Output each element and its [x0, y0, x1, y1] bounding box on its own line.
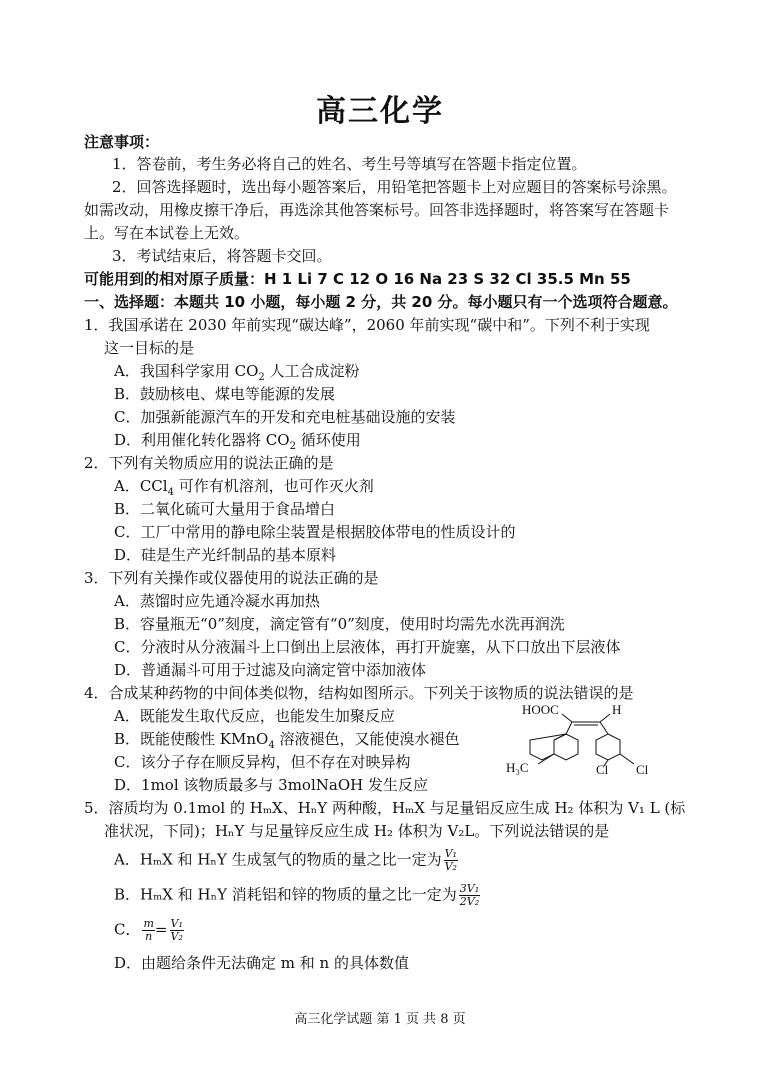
q1-option-d: D．利用催化转化器将 $CO_2$ 循环使用	[114, 431, 361, 452]
page-title: 高三化学	[316, 94, 444, 129]
q2-option-b: B．二氧化硫可大量用于食品增白	[114, 500, 336, 518]
notice-heading: 注意事项：	[84, 133, 160, 151]
q2-option-c: C．工厂中常用的静电除尘装置是根据胶体带电的性质设计的	[114, 523, 516, 541]
q5-option-d: D．由题给条件无法确定 m 和 n 的具体数值	[114, 954, 409, 972]
label-h3c: H₃C	[506, 760, 529, 775]
q4-option-d: D．1mol 该物质最多与 3molNaOH 发生反应	[114, 776, 428, 794]
notice-item-2-end: 上。写在本试卷上无效。	[84, 224, 250, 242]
q3-option-c: C．分液时从分液漏斗上口倒出上层液体，再打开旋塞，从下口放出下层液体	[114, 638, 621, 656]
chemical-structure	[500, 700, 670, 780]
q3-stem: 3．下列有关操作或仪器使用的说法正确的是	[84, 569, 379, 587]
q1-stem-cont: 这一目标的是	[104, 339, 195, 357]
section-heading: 一、选择题：本题共 10 小题，每小题 2 分，共 20 分。每小题只有一个选项符合题意。	[84, 293, 678, 311]
q5-stem-cont: 准状况，下同)；HₙY 与足量锌反应生成 H₂ 体积为 V₂L。下列说法错误的是	[104, 822, 610, 840]
notice-item-3: 3．考试结束后，将答题卡交回。	[112, 247, 332, 265]
fraction: $\frac{\text{3V₁}}{\text{2V₂}}$	[459, 882, 480, 908]
notice-item-1: 1．答卷前，考生务必将自己的姓名、考生号等填写在答题卡指定位置。	[112, 155, 587, 173]
label-cl1: Cl	[596, 762, 609, 777]
q5-option-b: B．HₘX 和 HₙY 消耗铝和锌的物质的量之比一定为 $\frac{\text{3V₁}}{\text{2V₂}}$	[114, 882, 480, 908]
q5-option-a: A．HₘX 和 HₙY 生成氢气的物质的量之比一定为 $\frac{\text{V₁}}{\text{V₂}}$	[114, 847, 457, 873]
q2-option-d: D．硅是生产光纤制品的基本原料	[114, 546, 337, 564]
fraction: $\frac{\text{V₁}}{\text{V₂}}$	[444, 847, 457, 873]
notice-item-2-cont: 如需改动，用橡皮擦干净后，再选涂其他答案标号。回答非选择题时，将答案写在答题卡	[84, 201, 670, 219]
fraction: $\frac{\text{V₁}}{\text{V₂}}$	[170, 917, 183, 943]
q5-option-c: C． $\frac{m}{n}$ = $\frac{\text{V₁}}{\text{V₂}}$	[114, 917, 183, 943]
q4-stem: 4．合成某种药物的中间体类似物，结构如图所示。下列关于该物质的说法错误的是	[84, 684, 634, 702]
q3-option-a: A．蒸馏时应先通冷凝水再加热	[114, 592, 320, 610]
label-cl2: Cl	[636, 762, 649, 777]
atomic-masses: 可能用到的相对原子质量：H 1 Li 7 C 12 O 16 Na 23 S 32 Cl 35.5 Mn 55	[84, 270, 631, 288]
page-footer: 高三化学试题 第 1 页 共 8 页	[294, 1012, 466, 1027]
notice-item-2: 2．回答选择题时，选出每小题答案后，用铅笔把答题卡上对应题目的答案标号涂黑。	[112, 178, 677, 196]
q4-option-c: C．该分子存在顺反异构，但不存在对映异构	[114, 753, 411, 771]
q3-option-b: B．容量瓶无“0”刻度，滴定管有“0”刻度，使用时均需先水洗再润洗	[114, 615, 565, 633]
q3-option-d: D．普通漏斗可用于过滤及向滴定管中添加液体	[114, 661, 427, 679]
label-h: H	[612, 702, 622, 717]
label-hooc: HOOC	[522, 702, 559, 717]
q4-option-a: A．既能发生取代反应，也能发生加聚反应	[114, 707, 395, 725]
q2-option-a: A．CCl$_4$ 可作有机溶剂，也可作灭火剂	[114, 477, 374, 498]
q1-option-a: A．我国科学家用 $CO_2$ 人工合成淀粉	[114, 362, 360, 383]
q1-option-c: C．加强新能源汽车的开发和充电桩基础设施的安装	[114, 408, 456, 426]
q1-stem: 1．我国承诺在 2030 年前实现“碳达峰”，2060 年前实现“碳中和”。下列不利于实现	[84, 316, 650, 334]
q4-option-b: B．既能使酸性 KMnO$_4$ 溶液褪色，又能使溴水褪色	[114, 730, 460, 751]
q2-stem: 2．下列有关物质应用的说法正确的是	[84, 454, 334, 472]
fraction: $\frac{m}{n}$	[143, 917, 154, 943]
q1-option-b: B．鼓励核电、煤电等能源的发展	[114, 385, 336, 403]
q5-stem: 5．溶质均为 0.1mol 的 HₘX、HₙY 两种酸，HₘX 与足量铝反应生成 H₂ 体积为 V₁ L (标	[84, 799, 686, 817]
